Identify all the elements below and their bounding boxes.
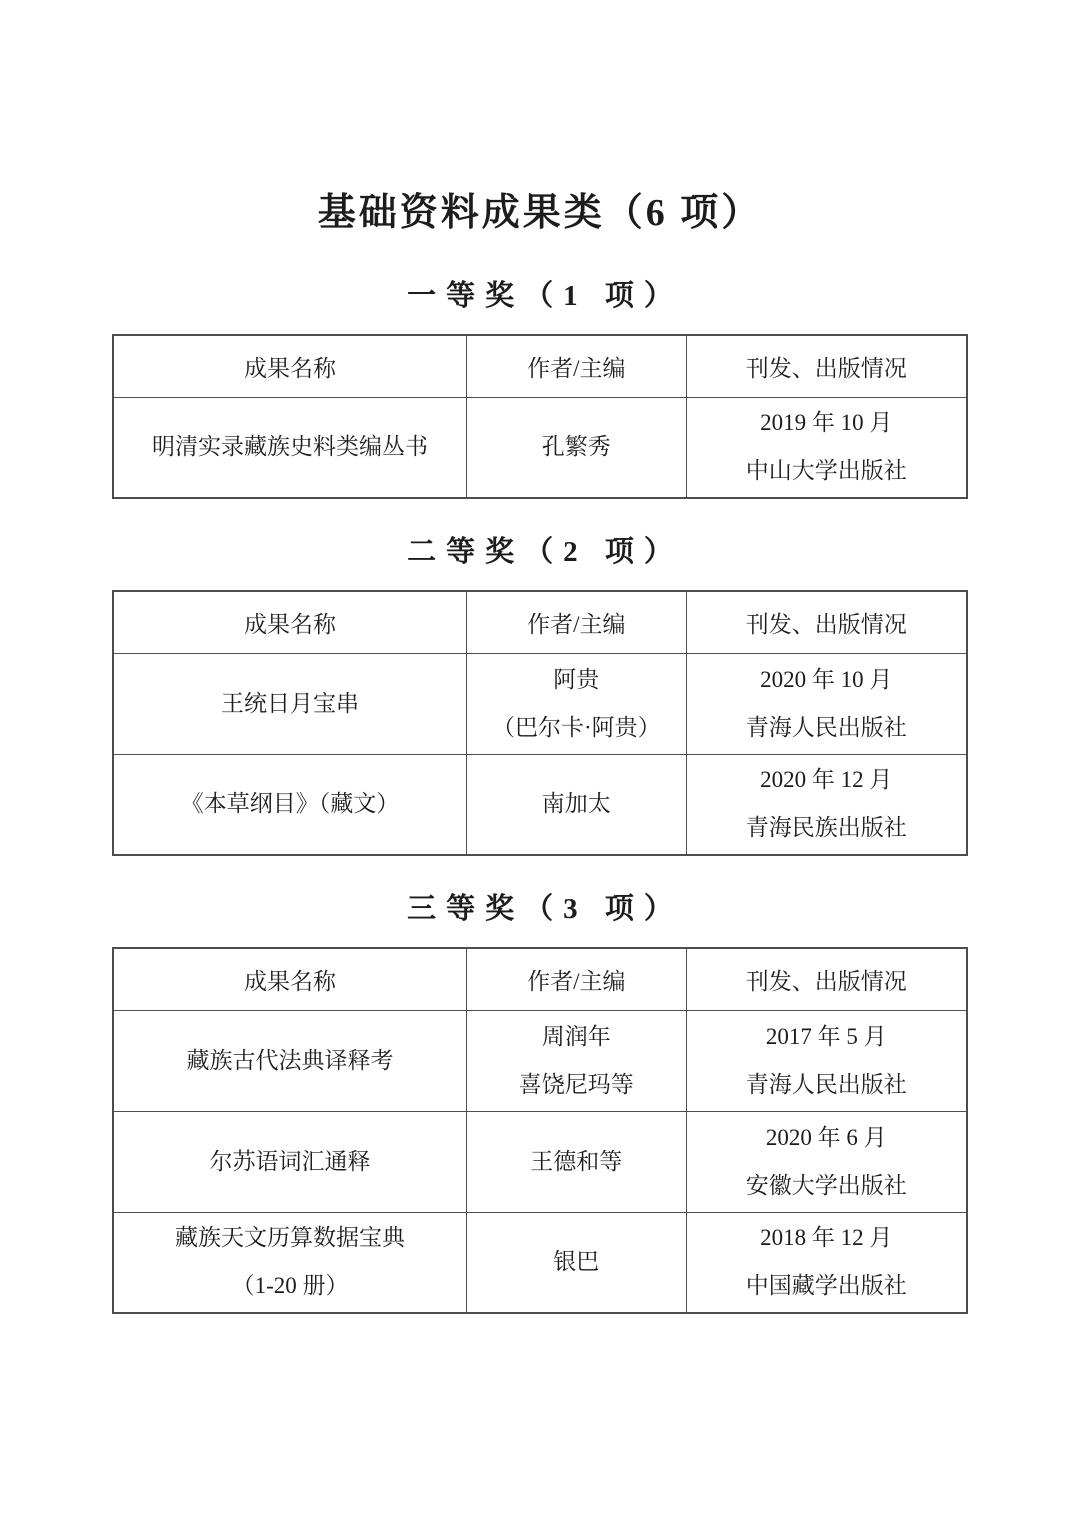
cell-line: 银巴 [553, 1249, 600, 1275]
cell-line: 喜饶尼玛等 [518, 1071, 634, 1097]
cell-author [467, 1212, 686, 1313]
awards-table-first-prize [112, 334, 968, 499]
column-header-name: 成果名称 [113, 948, 467, 1010]
cell-line: 王统日月宝串 [221, 690, 360, 716]
cell-publication [686, 1111, 967, 1212]
cell-line: 2020 年 10 月 [760, 666, 893, 692]
table-row [113, 754, 967, 855]
cell-line: 安徽大学出版社 [745, 1172, 907, 1198]
cell-name [113, 754, 467, 855]
cell-name [113, 1111, 467, 1212]
cell-line: 尔苏语词汇通释 [209, 1148, 371, 1174]
cell-author [467, 1010, 686, 1111]
table-row [113, 1212, 967, 1313]
cell-name [113, 1212, 467, 1313]
cell-publication [686, 1010, 967, 1111]
cell-line: 2019 年 10 月 [760, 410, 893, 436]
table-header-row [113, 335, 967, 397]
column-header-author: 作者/主编 [467, 335, 686, 397]
cell-line: 藏族古代法典译释考 [186, 1047, 394, 1073]
cell-publication [686, 754, 967, 855]
cell-line: 2020 年 12 月 [760, 767, 893, 793]
table-header-row [113, 948, 967, 1010]
award-section-first-prize [0, 278, 1080, 499]
column-header-author: 作者/主编 [467, 948, 686, 1010]
cell-author [467, 397, 686, 498]
column-header-name: 成果名称 [113, 335, 467, 397]
cell-author [467, 754, 686, 855]
cell-line: 2017 年 5 月 [765, 1023, 887, 1049]
cell-publication [686, 1212, 967, 1313]
cell-line: 青海人民出版社 [745, 1071, 907, 1097]
cell-publication [686, 397, 967, 498]
cell-line: 2020 年 6 月 [765, 1124, 887, 1150]
cell-line: 孔繁秀 [541, 434, 611, 460]
cell-line: 南加太 [541, 791, 611, 817]
column-header-publication: 刊发、出版情况 [686, 335, 967, 397]
award-heading-first-prize: 一等奖（1 项） [407, 280, 683, 312]
cell-line: 中山大学出版社 [745, 458, 907, 484]
table-row [113, 653, 967, 754]
cell-line: 藏族天文历算数据宝典 [175, 1225, 406, 1251]
cell-line: 2018 年 12 月 [760, 1225, 893, 1251]
awards-table-third-prize [112, 947, 968, 1314]
cell-name [113, 1010, 467, 1111]
award-section-second-prize [0, 534, 1080, 856]
table-row [113, 1010, 967, 1111]
awards-table-second-prize [112, 590, 968, 856]
cell-line: 中国藏学出版社 [745, 1273, 907, 1299]
table-header-row [113, 591, 967, 653]
cell-author [467, 653, 686, 754]
column-header-name: 成果名称 [113, 591, 467, 653]
cell-line: 青海人民出版社 [745, 714, 907, 740]
cell-line: （巴尔卡·阿贵） [491, 714, 661, 740]
page-title: 基础资料成果类（6 项） [317, 192, 763, 234]
column-header-author: 作者/主编 [467, 591, 686, 653]
table-row [113, 1111, 967, 1212]
award-heading-third-prize: 三等奖（3 项） [407, 893, 683, 925]
award-heading-second-prize: 二等奖（2 项） [407, 536, 683, 568]
column-header-publication: 刊发、出版情况 [686, 948, 967, 1010]
cell-publication [686, 653, 967, 754]
table-row [113, 397, 967, 498]
cell-name [113, 653, 467, 754]
cell-line: （1-20 册） [231, 1273, 349, 1299]
cell-name [113, 397, 467, 498]
cell-author [467, 1111, 686, 1212]
cell-line: 青海民族出版社 [745, 815, 907, 841]
cell-line: 《本草纲目》（藏文） [180, 791, 400, 817]
cell-line: 阿贵 [553, 666, 600, 692]
award-section-third-prize [0, 891, 1080, 1314]
cell-line: 明清实录藏族史料类编丛书 [152, 434, 429, 460]
cell-line: 王德和等 [530, 1148, 623, 1174]
cell-line: 周润年 [541, 1023, 611, 1049]
column-header-publication: 刊发、出版情况 [686, 591, 967, 653]
